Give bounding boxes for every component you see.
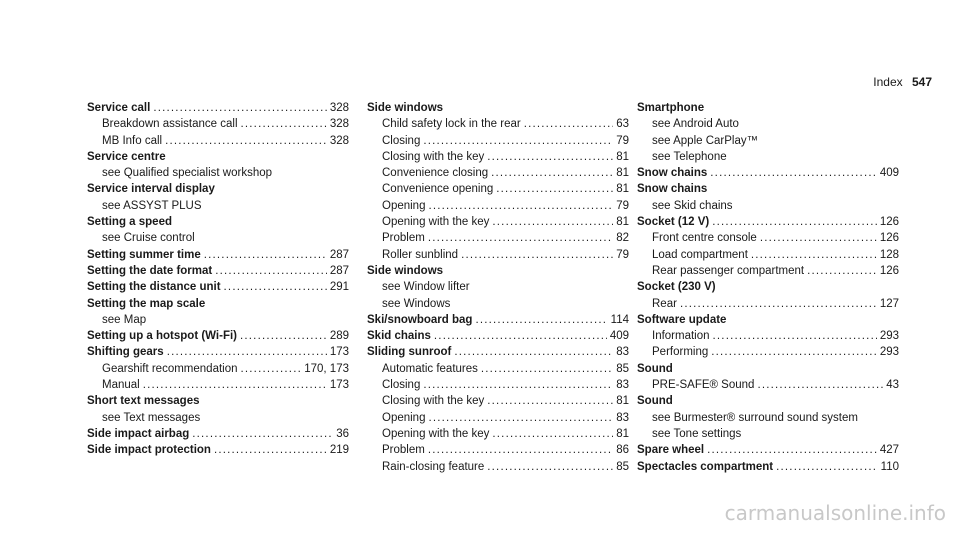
entry-term: Breakdown assistance call [102,118,238,131]
index-entry [367,100,629,116]
header-title: Index [873,75,903,89]
leader-dots [492,214,613,230]
entry-term: Load compartment [652,248,748,261]
entry-term: Manual [102,379,140,392]
index-entry [87,247,349,263]
index-subentry [637,410,899,426]
entry-term: see Map [102,313,147,326]
entry-page-ref[interactable]: 427 [879,444,899,457]
entry-page-ref[interactable]: 173 [329,346,349,359]
index-subentry [367,133,629,149]
index-subentry [367,181,629,197]
entry-term: Performing [652,346,709,359]
index-entry [87,149,349,165]
leader-dots [423,133,613,149]
entry-term: Side windows [367,264,444,277]
entry-term: Closing with the key [382,150,485,163]
index-entry [637,312,899,328]
leader-dots [167,344,327,360]
index-entry [367,312,629,328]
index-subentry [637,328,899,344]
entry-term: Spectacles compartment [637,460,774,473]
leader-dots [475,312,607,328]
index-entry [637,393,899,409]
entry-page-ref[interactable]: 293 [879,330,899,343]
entry-term: Side impact protection [87,444,211,457]
entry-term: MB Info call [102,134,163,147]
entry-page-ref[interactable]: 328 [329,134,349,147]
leader-dots [496,181,613,197]
leader-dots [481,361,613,377]
index-entry [637,100,899,116]
index-subentry [87,361,349,377]
leader-dots [713,328,877,344]
entry-term: Rear passenger compartment [652,264,805,277]
entry-term: Side impact airbag [87,427,190,440]
index-entry [637,181,899,197]
entry-term: Opening [382,199,426,212]
index-subentry [637,230,899,246]
index-entry [87,426,349,442]
entry-page-ref[interactable]: 219 [329,444,349,457]
entry-page-ref[interactable]: 36 [336,427,349,440]
leader-dots [428,230,613,246]
leader-dots [487,459,613,475]
index-subentry [367,393,629,409]
index-subentry [637,377,899,393]
entry-term: Closing [382,379,421,392]
index-subentry [87,133,349,149]
entry-term: Opening [382,411,426,424]
entry-term: Service centre [87,150,166,163]
entry-term: Opening with the key [382,216,490,229]
entry-page-ref[interactable]: 409 [879,167,899,180]
index-subentry [87,377,349,393]
entry-page-ref[interactable]: 81 [616,167,629,180]
index-column-3 [637,100,899,475]
index-subentry [367,198,629,214]
entry-term: Child safety lock in the rear [382,118,521,131]
entry-term: Software update [637,313,727,326]
index-subentry [637,296,899,312]
index-entry [87,100,349,116]
entry-term: Snow chains [637,167,708,180]
entry-page-ref[interactable]: 293 [879,346,899,359]
entry-term: Sliding sunroof [367,346,452,359]
index-entry [637,442,899,458]
entry-page-ref[interactable]: 81 [616,183,629,196]
index-subentry [367,426,629,442]
entry-page-ref[interactable]: 409 [609,330,629,343]
entry-page-ref[interactable]: 287 [329,248,349,261]
entry-term: see Qualified specialist workshop [102,167,273,180]
index-subentry [637,149,899,165]
entry-term: Roller sunblind [382,248,459,261]
index-subentry [367,410,629,426]
entry-term: Front centre console [652,232,757,245]
index-subentry [87,165,349,181]
entry-term: Sound [637,362,673,375]
watermark: carmanualsonline.info [724,501,946,525]
index-subentry [367,247,629,263]
entry-term: see Android Auto [652,118,739,131]
leader-dots [707,442,877,458]
index-subentry [367,361,629,377]
index-subentry [367,214,629,230]
index-entry [87,442,349,458]
entry-term: Socket (12 V) [637,216,710,229]
index-subentry [637,426,899,442]
entry-term: Setting a speed [87,216,172,229]
leader-dots [240,328,327,344]
leader-dots [204,247,327,263]
entry-page-ref[interactable]: 83 [616,379,629,392]
entry-page-ref[interactable]: 86 [616,444,629,457]
leader-dots [423,377,613,393]
entry-term: Opening with the key [382,427,490,440]
entry-term: Problem [382,444,425,457]
index-subentry [637,247,899,263]
entry-page-ref[interactable]: 287 [329,264,349,277]
leader-dots [807,263,877,279]
leader-dots [461,247,613,263]
leader-dots [165,133,327,149]
leader-dots [428,198,613,214]
entry-term: Convenience closing [382,167,489,180]
index-entry [637,459,899,475]
entry-term: Spare wheel [637,444,705,457]
index-subentry [367,230,629,246]
entry-term: Short text messages [87,395,200,408]
leader-dots [680,296,877,312]
entry-term: see Windows [382,297,451,310]
index-subentry [367,377,629,393]
leader-dots [776,459,878,475]
entry-term: see Burmester® surround sound system [652,411,858,424]
page-number: 547 [911,75,932,89]
entry-page-ref[interactable]: 43 [886,379,899,392]
index-subentry [87,230,349,246]
entry-page-ref[interactable]: 63 [616,118,629,131]
entry-page-ref[interactable]: 127 [879,297,899,310]
entry-term: Skid chains [367,330,431,343]
index-subentry [367,442,629,458]
entry-page-ref[interactable]: 79 [616,134,629,147]
leader-dots [224,279,327,295]
entry-term: Side windows [367,102,444,114]
entry-page-ref[interactable]: 126 [879,216,899,229]
entry-page-ref[interactable]: 81 [616,216,629,229]
leader-dots [192,426,333,442]
index-subentry [367,279,629,295]
index-entry [87,181,349,197]
entry-term: Service call [87,102,151,114]
entry-term: see Cruise control [102,232,195,245]
leader-dots [143,377,327,393]
leader-dots [711,344,877,360]
entry-term: Rain-closing feature [382,460,485,473]
index-subentry [367,149,629,165]
entry-page-ref[interactable]: 79 [616,248,629,261]
entry-page-ref[interactable]: 114 [610,313,629,326]
entry-term: PRE-SAFE® Sound [652,379,755,392]
leader-dots [524,116,614,132]
entry-page-ref[interactable]: 126 [879,264,899,277]
index-entry [637,214,899,230]
entry-term: Setting the date format [87,264,213,277]
index-subentry [367,165,629,181]
entry-term: Snow chains [637,183,708,196]
leader-dots [487,149,613,165]
entry-term: Service interval display [87,183,215,196]
entry-term: see Telephone [652,150,727,163]
index-subentry [87,410,349,426]
entry-term: Smartphone [637,102,705,114]
leader-dots [751,247,877,263]
entry-page-ref[interactable]: 328 [329,118,349,131]
index-subentry [637,263,899,279]
entry-page-ref[interactable]: 328 [329,102,349,114]
index-entry [87,344,349,360]
entry-term: Closing [382,134,421,147]
entry-page-ref[interactable]: 289 [329,330,349,343]
entry-page-ref[interactable]: 81 [616,395,629,408]
entry-term: Socket (230 V) [637,281,716,294]
leader-dots [710,165,877,181]
index-subentry [367,116,629,132]
entry-term: Automatic features [382,362,478,375]
entry-term: Setting summer time [87,248,201,261]
leader-dots [712,214,877,230]
leader-dots [434,328,607,344]
entry-page-ref[interactable]: 81 [616,150,629,163]
leader-dots [760,230,877,246]
index-entry [87,279,349,295]
index-subentry [87,312,349,328]
entry-term: Information [652,330,710,343]
index-entry [637,279,899,295]
leader-dots [454,344,613,360]
entry-page-ref[interactable]: 110 [880,460,899,473]
entry-term: Setting up a hotspot (Wi-Fi) [87,330,238,343]
index-subentry [87,198,349,214]
entry-page-ref[interactable]: 128 [879,248,899,261]
entry-page-ref[interactable]: 83 [616,346,629,359]
entry-term: Closing with the key [382,395,485,408]
entry-term: see Window lifter [382,281,470,294]
leader-dots [428,442,613,458]
index-subentry [87,116,349,132]
leader-dots [492,426,613,442]
index-entry [87,328,349,344]
entry-page-ref[interactable]: 82 [616,232,629,245]
leader-dots [757,377,883,393]
entry-term: see Apple CarPlay™ [652,134,759,147]
entry-page-ref[interactable]: 170, 173 [304,362,349,375]
index-subentry [637,344,899,360]
entry-page-ref[interactable]: 79 [616,199,629,212]
entry-page-ref[interactable]: 173 [329,379,349,392]
entry-term: Shifting gears [87,346,164,359]
index-subentry [637,198,899,214]
index-entry [87,393,349,409]
entry-term: Setting the map scale [87,297,206,310]
index-entry [367,263,629,279]
entry-term: Problem [382,232,425,245]
entry-term: Ski/snowboard bag [367,313,473,326]
index-entry [87,263,349,279]
entry-page-ref[interactable]: 126 [879,232,899,245]
leader-dots [241,361,302,377]
index-entry [637,165,899,181]
leader-dots [487,393,613,409]
entry-page-ref[interactable]: 81 [616,427,629,440]
leader-dots [241,116,327,132]
leader-dots [428,410,613,426]
entry-term: Sound [637,395,673,408]
index-entry [637,361,899,377]
index-entry [367,344,629,360]
leader-dots [491,165,613,181]
page-header [873,75,932,89]
entry-term: Setting the distance unit [87,281,221,294]
index-subentry [637,116,899,132]
entry-term: see Text messages [102,411,201,424]
leader-dots [215,263,327,279]
entry-term: Gearshift recommendation [102,362,238,375]
index-entry [87,214,349,230]
entry-term: see Tone settings [652,427,742,440]
leader-dots [214,442,327,458]
leader-dots [153,100,327,116]
entry-page-ref[interactable]: 291 [329,281,349,294]
entry-term: Rear [652,297,677,310]
index-subentry [367,459,629,475]
entry-page-ref[interactable]: 85 [616,362,629,375]
entry-page-ref[interactable]: 85 [616,460,629,473]
entry-page-ref[interactable]: 83 [616,411,629,424]
index-entry [87,296,349,312]
index-subentry [367,296,629,312]
index-column-2 [367,100,629,475]
entry-term: see Skid chains [652,199,733,212]
entry-term: Convenience opening [382,183,494,196]
entry-term: see ASSYST PLUS [102,199,202,212]
index-entry [367,328,629,344]
index-column-1 [87,100,349,459]
index-subentry [637,133,899,149]
